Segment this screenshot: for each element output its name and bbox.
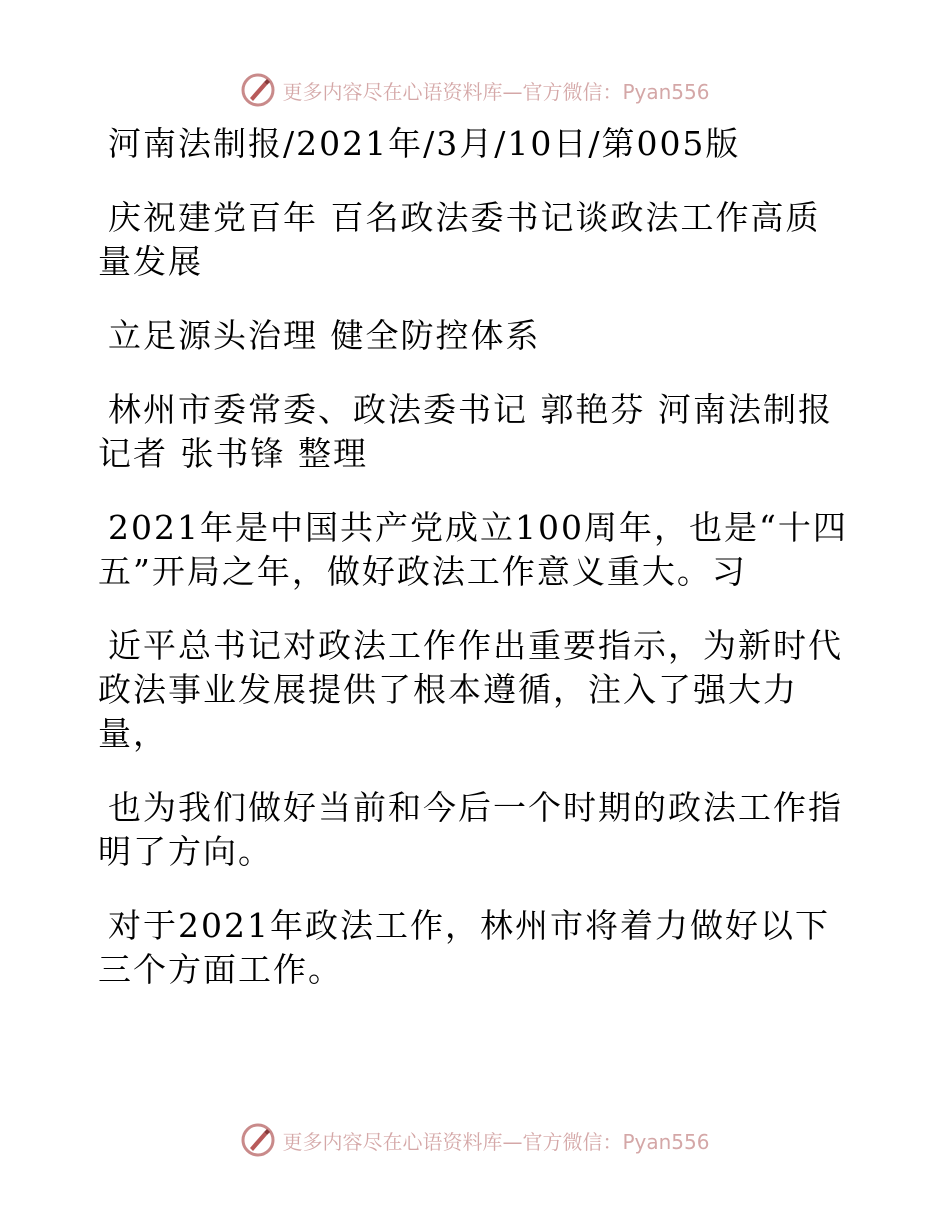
paragraph-byline: 林州市委常委、政法委书记 郭艳芬 河南法制报记者 张书锋 整理	[98, 390, 833, 473]
watermark-header	[0, 70, 950, 110]
paragraph-body-2: 近平总书记对政法工作作出重要指示，为新时代政法事业发展提供了根本遵循，注入了强大力量，	[98, 626, 843, 753]
paragraph-source: 河南法制报/2021年/3月/10日/第005版	[108, 124, 741, 163]
watermark-footer	[0, 1120, 950, 1160]
paragraph-body-3: 也为我们做好当前和今后一个时期的政法工作指明了方向。	[98, 788, 843, 871]
pen-circle-logo-icon	[240, 1122, 276, 1158]
paragraph-body-4: 对于2021年政法工作，林州市将着力做好以下三个方面工作。	[98, 906, 830, 989]
paragraph-body-1: 2021年是中国共产党成立100周年，也是“十四五”开局之年，做好政法工作意义重大。习	[98, 508, 848, 591]
paragraph-headline: 立足源头治理 健全防控体系	[108, 316, 541, 355]
paragraph-column-title: 庆祝建党百年 百名政法委书记谈政法工作高质量发展	[98, 198, 821, 281]
document-body	[98, 122, 848, 1022]
pen-circle-logo-icon	[240, 72, 276, 108]
watermark-text: 更多内容尽在心语资料库—官方微信：Pyan556	[282, 1129, 710, 1154]
watermark-text: 更多内容尽在心语资料库—官方微信：Pyan556	[282, 79, 710, 104]
